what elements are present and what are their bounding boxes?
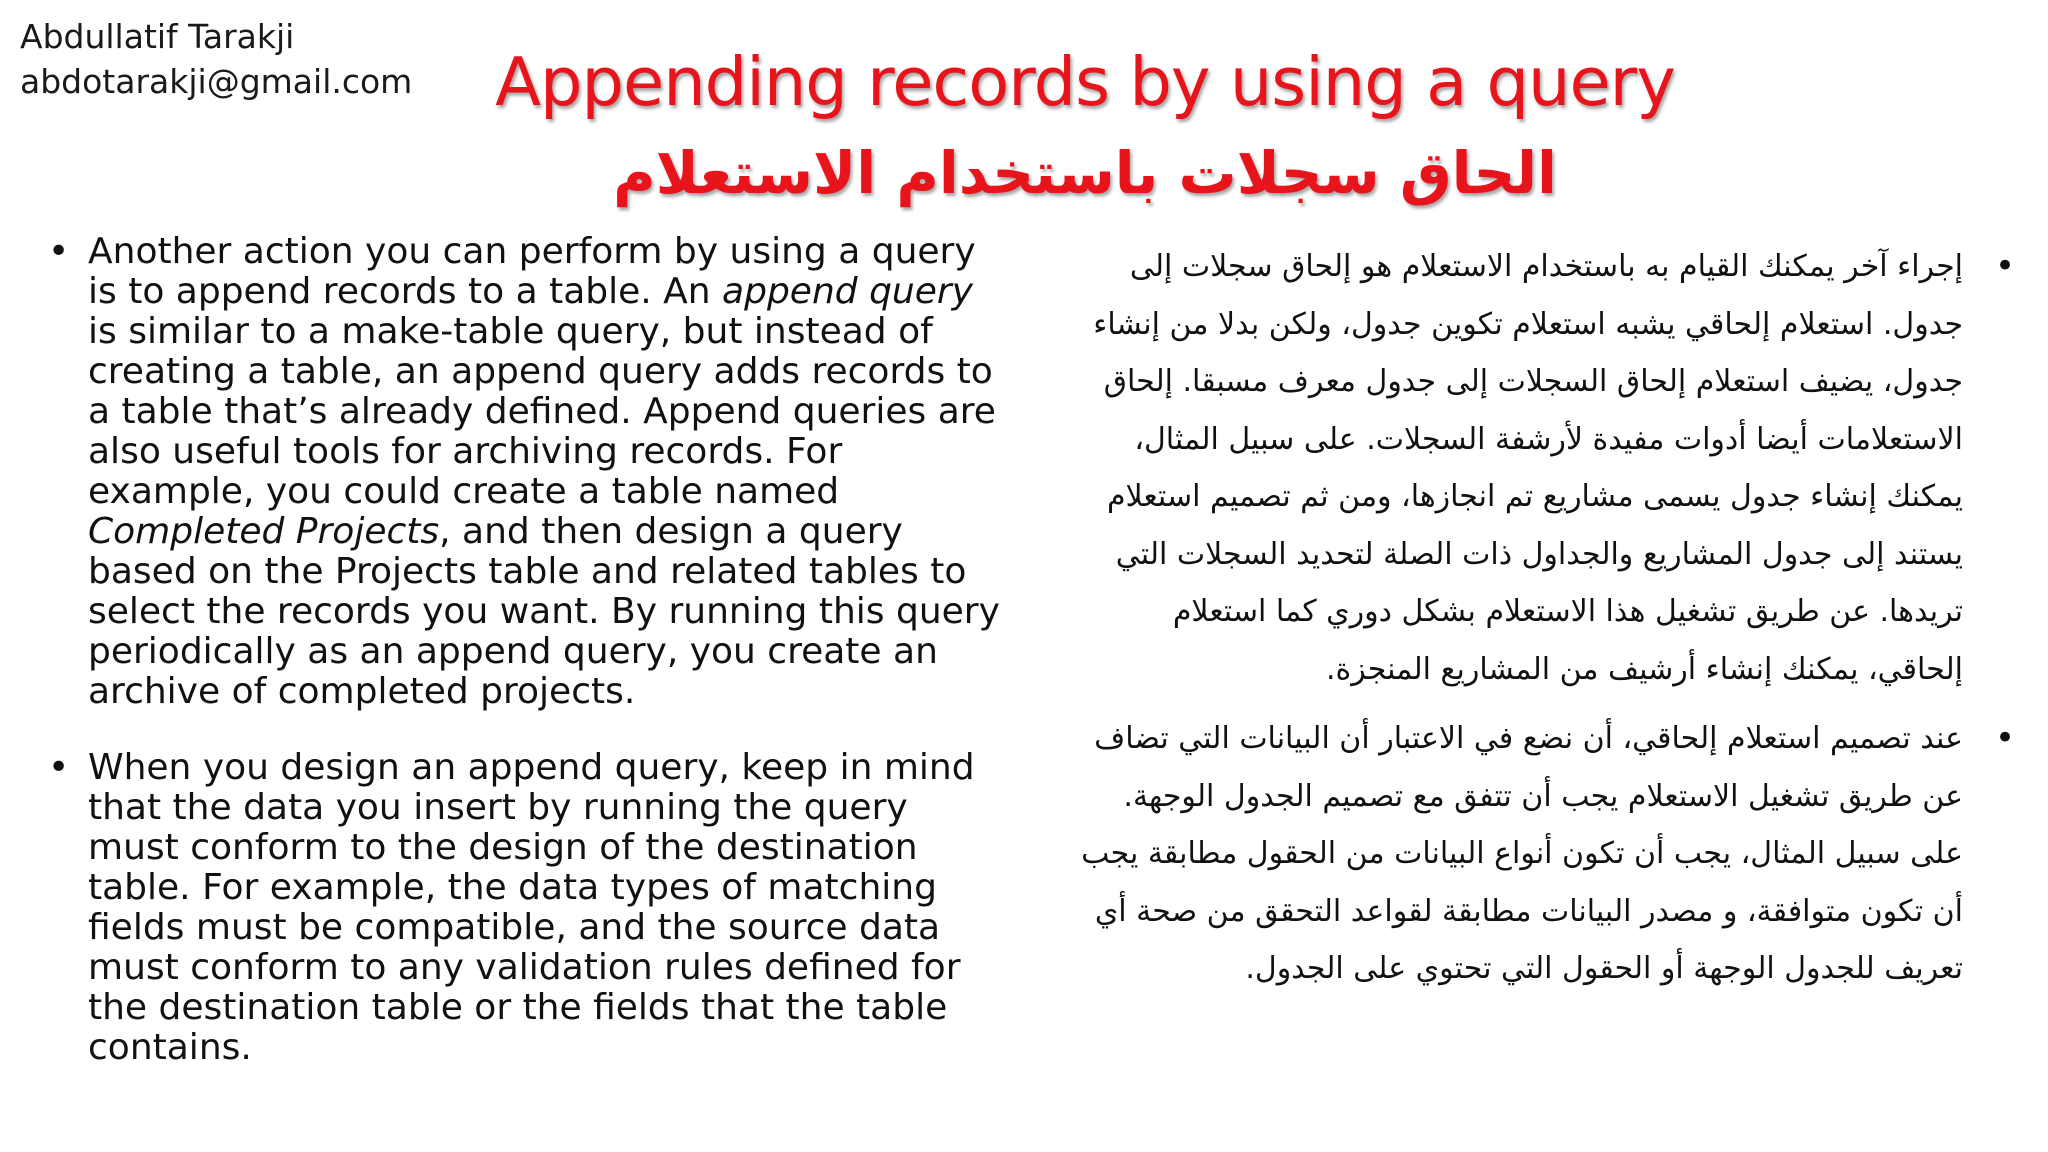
arabic-bullet-2 bbox=[1080, 710, 2015, 998]
slide-title-arabic: الحاق سجلات باستخدام الاستعلام bbox=[613, 139, 1557, 207]
english-bullet-1-term-append-query: append query bbox=[722, 271, 973, 312]
bullet-icon: • bbox=[1994, 718, 2015, 758]
english-bullet-2 bbox=[44, 748, 1004, 1068]
author-block bbox=[20, 14, 412, 104]
english-bullet-1-text-c: , and then design a query based on the Projects table and related tables to select the records you want. By running this query periodically as an append query, you create an archive of completed projects. bbox=[88, 511, 1000, 712]
author-name: Abdullatif Tarakji bbox=[20, 17, 295, 56]
bullet-icon: • bbox=[48, 747, 70, 788]
arabic-bullet-list bbox=[1080, 238, 2015, 998]
english-bullet-1 bbox=[44, 232, 1004, 712]
english-bullet-list bbox=[44, 232, 1004, 1068]
bullet-icon: • bbox=[48, 231, 70, 272]
english-bullet-2-text: When you design an append query, keep in mind that the data you insert by running the query must conform to the design of the destination table. For example, the data types of matching fields must be compatible, and the source data must conform to any validation rules defined for the destination table or the fields that the table contains. bbox=[88, 747, 975, 1068]
arabic-bullet-1-text: إجراء آخر يمكنك القيام به باستخدام الاستعلام هو إلحاق سجلات إلى جدول. استعلام إلحاقي يشبه استعلام تكوين جدول، ولكن بدلا من إنشاء جدول، يضيف استعلام إلحاق السجلات إلى جدول معرف مسبقا. إلحاق الاستعلامات أيضا أدوات مفيدة لأرشفة السجلات. على سبيل المثال، يمكنك إنشاء جدول يسمى مشاريع تم انجازها، ومن ثم تصميم استعلام يستند إلى جدول المشاريع والجداول ذات الصلة لتحديد السجلات التي تريدها. عن طريق تشغيل هذا الاستعلام بشكل دوري كما استعلام إلحاقي، يمكنك إنشاء أرشيف من المشاريع المنجزة. bbox=[1093, 249, 1963, 687]
slide-title-english: Appending records by using a query bbox=[495, 43, 1675, 121]
english-bullet-1-text-b: is similar to a make-table query, but instead of creating a table, an append query adds records to a table that’s already defined. Append queries are also useful tools for archiving records. For example, you could create a table named bbox=[88, 311, 996, 512]
arabic-bullet-1 bbox=[1080, 238, 2015, 698]
english-bullet-1-text-a: Another action you can perform by using a query is to append records to a table. An bbox=[88, 231, 976, 312]
arabic-bullet-2-text: عند تصميم استعلام إلحاقي، أن نضع في الاعتبار أن البيانات التي تضاف عن طريق تشغيل الاستعلام يجب أن تتفق مع تصميم الجدول الوجهة. على سبيل المثال، يجب أن تكون أنواع البيانات من الحقول مطابقة يجب أن تكون متوافقة، و مصدر البيانات مطابقة لقواعد التحقق من صحة أي تعريف للجدول الوجهة أو الحقول التي تحتوي على الجدول. bbox=[1081, 721, 1963, 986]
arabic-column bbox=[1080, 238, 2015, 1010]
author-email: abdotarakji@gmail.com bbox=[20, 62, 413, 101]
english-bullet-1-term-completed-projects: Completed Projects bbox=[88, 511, 440, 552]
bullet-icon: • bbox=[1994, 246, 2015, 286]
english-column bbox=[44, 232, 1004, 1104]
